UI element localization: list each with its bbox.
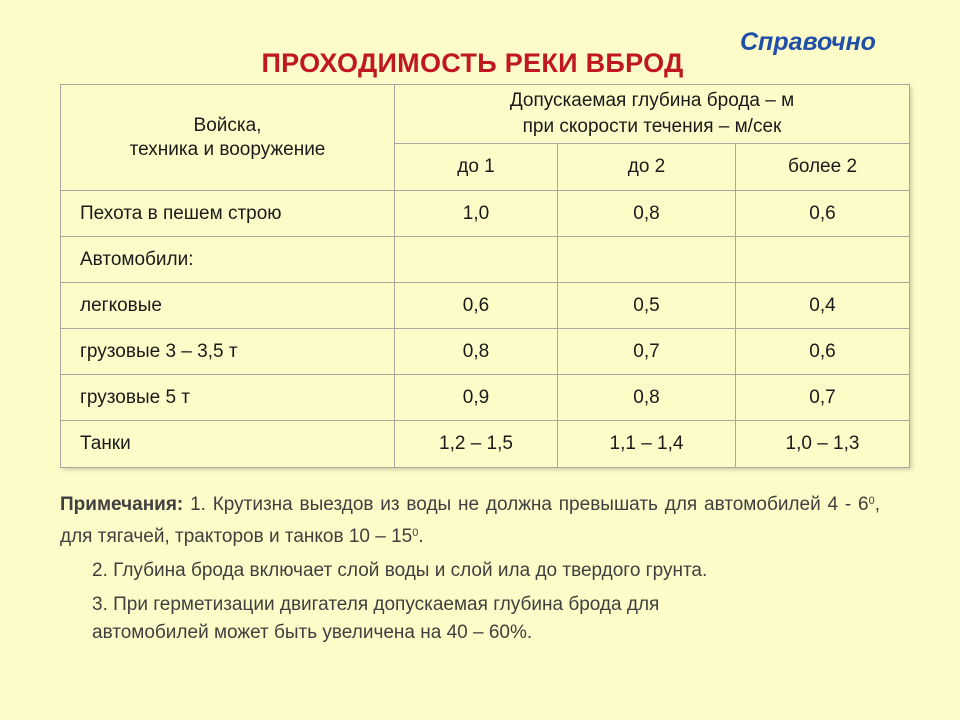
reference-label: Справочно <box>740 28 876 56</box>
ford-depth-table <box>60 84 910 468</box>
table-cell: 0,6 <box>736 191 910 237</box>
row-label: Пехота в пешем строю <box>61 191 395 237</box>
table-cell: 0,4 <box>736 283 910 329</box>
table-cell: 0,8 <box>558 375 736 421</box>
notes-section <box>60 487 880 647</box>
table-row <box>61 329 910 375</box>
table-row <box>61 283 910 329</box>
header-speed-col-2: до 2 <box>558 144 736 191</box>
header-speed-col-3: более 2 <box>736 144 910 191</box>
row-label: грузовые 3 – 3,5 т <box>61 329 395 375</box>
table-cell: 0,9 <box>395 375 558 421</box>
table-cell: 0,6 <box>736 329 910 375</box>
table-row <box>61 237 910 283</box>
row-label: грузовые 5 т <box>61 375 395 421</box>
table-header-row <box>61 85 910 144</box>
row-label: легковые <box>61 283 395 329</box>
note-1-text-a: 1. Крутизна выездов из воды не должна превышать для автомобилей 4 - 6 <box>183 494 869 515</box>
table-cell: 1,1 – 1,4 <box>558 421 736 468</box>
note-1 <box>60 487 880 551</box>
table-cell: 1,0 – 1,3 <box>736 421 910 468</box>
header-depth-line2: при скорости течения – м/сек <box>522 116 782 137</box>
header-troops-line1: Войска, <box>193 114 262 136</box>
note-1-text-c: . <box>418 526 424 547</box>
header-troops-line2: техника и вооружение <box>129 138 326 160</box>
header-depth <box>395 85 910 144</box>
table-cell <box>736 237 910 283</box>
table-cell: 0,6 <box>395 283 558 329</box>
row-label: Автомобили: <box>61 237 395 283</box>
table-row <box>61 375 910 421</box>
table-cell: 0,8 <box>558 191 736 237</box>
note-2: 2. Глубина брода включает слой воды и слой ила до твердого грунта. <box>92 560 708 581</box>
table-row <box>61 421 910 468</box>
table-cell: 1,2 – 1,5 <box>395 421 558 468</box>
table-cell: 1,0 <box>395 191 558 237</box>
degree-sup: 0 <box>868 495 875 507</box>
note-3-line1: 3. При герметизации двигателя допускаемая глубина брода для <box>92 594 660 615</box>
table-cell: 0,7 <box>736 375 910 421</box>
page-title: ПРОХОДИМОСТЬ РЕКИ ВБРОД <box>261 48 684 78</box>
table-row <box>61 191 910 237</box>
notes-label: Примечания: <box>60 494 184 515</box>
table-cell: 0,8 <box>395 329 558 375</box>
table-cell: 0,5 <box>558 283 736 329</box>
table-cell <box>395 237 558 283</box>
note-1-text-b: , для тягачей, тракторов и танков 10 – 15 <box>60 494 880 547</box>
row-label: Танки <box>61 421 395 468</box>
note-3-line2: автомобилей может быть увеличена на 40 – 60%. <box>92 622 533 643</box>
header-troops <box>61 85 395 191</box>
degree-sup: 0 <box>412 527 419 539</box>
header-depth-line1: Допускаемая глубина брода – м <box>509 90 795 111</box>
header-speed-col-1: до 1 <box>395 144 558 191</box>
table-cell <box>558 237 736 283</box>
table-cell: 0,7 <box>558 329 736 375</box>
